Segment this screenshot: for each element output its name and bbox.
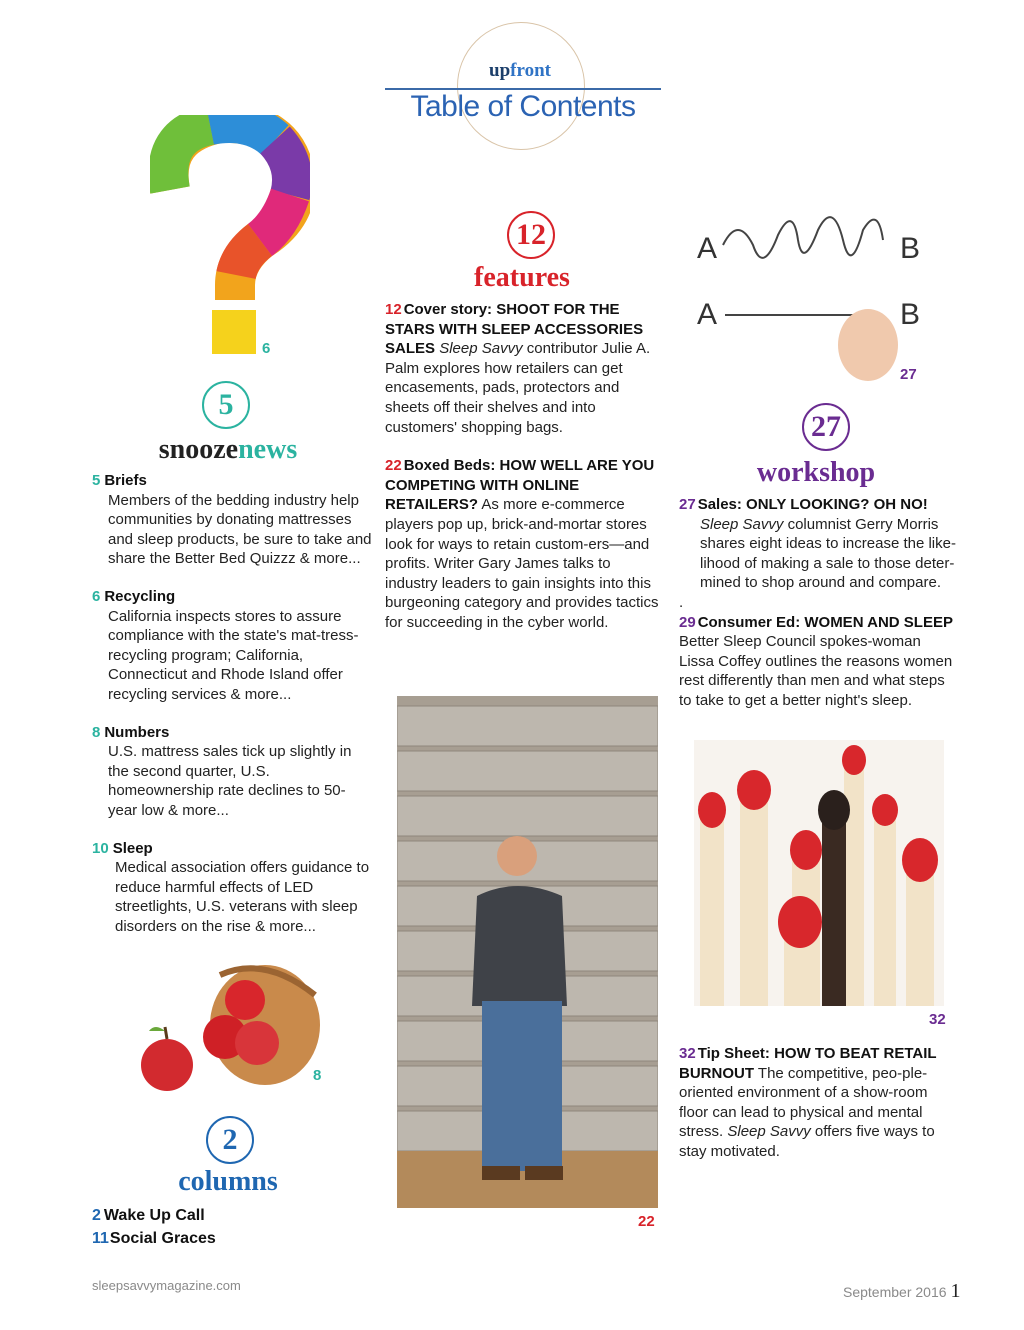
- toc-entry[interactable]: [92, 471, 374, 569]
- entry-page-number: 29: [679, 613, 696, 631]
- section-number-badge: 2: [206, 1116, 254, 1164]
- entry-heading: Tip Sheet: HOW TO BEAT RETAIL BURNOUT: [679, 1045, 937, 1082]
- entry-page-number: 11: [92, 1230, 109, 1247]
- entry-heading: Consumer Ed: WOMEN AND SLEEP: [697, 613, 953, 631]
- columns-list: [92, 1204, 372, 1250]
- entry-description: As more e-commerce players pop up, brick-and-mortar stores look for ways to retain custom-ers—and profits. Writer Gary James talks to industry leaders to gain insights into this burgeoning category and provides tactics for succeeding in the cyber world.: [385, 496, 659, 631]
- entry-description: The competitive, peo-ple-oriented environment of a show-room floor can lead to physical and mental stress.: [679, 1064, 928, 1141]
- section-label: [460, 60, 580, 82]
- puzzle-question-mark-image: [150, 115, 310, 360]
- upfront-up: up: [489, 60, 511, 81]
- entry-heading: Cover story: SHOOT FOR THE STARS WITH SLEEP ACCESSORIES SALES: [385, 301, 644, 358]
- toc-entry[interactable]: [92, 1204, 372, 1227]
- image-page-ref: 8: [313, 1067, 322, 1084]
- entry-page-number: 8: [92, 723, 101, 741]
- entry-page-number: 6: [92, 587, 101, 605]
- upfront-front: front: [510, 60, 551, 81]
- image-page-ref: 22: [638, 1213, 655, 1230]
- page-number: 1: [950, 1280, 961, 1302]
- toc-entry[interactable]: [679, 1044, 957, 1162]
- scribble-a-to-b-image: [693, 195, 928, 385]
- section-title-columns: columns: [178, 1166, 278, 1197]
- entry-emphasis: Sleep Savvy: [727, 1123, 811, 1141]
- entry-heading: Numbers: [104, 723, 170, 741]
- entry-description-end: offers five ways to stay motivated.: [679, 1123, 935, 1160]
- entry-page-number: 27: [679, 496, 696, 513]
- entry-emphasis: Sleep Savvy: [439, 340, 523, 358]
- entry-description: Better Sleep Council spokes-woman Lissa Coffey outlines the reasons women rest differently than men and what steps to take to get a better night's sleep.: [679, 633, 953, 709]
- section-title-snoozenews: [130, 434, 326, 466]
- toc-entry[interactable]: [385, 456, 660, 632]
- title-part-news: news: [238, 434, 298, 465]
- features-list: [385, 300, 660, 633]
- entry-heading: Wake Up Call: [103, 1207, 205, 1224]
- entry-page-number: 5: [92, 472, 101, 489]
- entry-description: contributor Julie A. Palm explores how retailers can get encasements, pads, protectors and sheets off their shelves and into customers' shopping bags.: [385, 340, 651, 436]
- footer-date: September 2016: [843, 1284, 947, 1300]
- footer-website[interactable]: sleepsavvymagazine.com: [92, 1278, 241, 1293]
- entry-heading: Boxed Beds: HOW WELL ARE YOU COMPETING WITH ONLINE RETAILERS?: [385, 457, 655, 514]
- image-page-ref: 32: [929, 1011, 946, 1028]
- toc-entry[interactable]: [385, 300, 660, 437]
- section-title-features: features: [474, 262, 570, 293]
- matches-photo: [694, 740, 944, 1006]
- section-title-workshop: workshop: [756, 457, 876, 488]
- entry-heading: Briefs: [104, 472, 147, 489]
- mattress-warehouse-photo: [397, 696, 658, 1208]
- entry-description: U.S. mattress sales tick up slightly in the second quarter, U.S. homeownership rate declines to 50-year low & more...: [108, 743, 352, 819]
- toc-entry[interactable]: [92, 723, 374, 821]
- toc-entry[interactable]: [92, 839, 374, 937]
- page-title: Table of Contents: [410, 90, 636, 123]
- entry-page-number: 22: [385, 457, 402, 475]
- label-b-top: B: [900, 232, 921, 265]
- title-part-snooze: snooze: [158, 434, 239, 465]
- entry-heading: Sales: ONLY LOOKING? OH NO!: [697, 496, 928, 513]
- label-a-top: A: [697, 232, 718, 265]
- apple-basket-image: [135, 955, 330, 1095]
- entry-page-number: 10: [92, 839, 109, 857]
- footer-date-page: [843, 1280, 961, 1303]
- entry-heading: Social Graces: [109, 1230, 216, 1247]
- entry-page-number: 12: [385, 301, 402, 318]
- section-number-badge: 5: [202, 381, 250, 429]
- image-page-ref: 27: [900, 366, 917, 383]
- section-number-badge: 27: [802, 403, 850, 451]
- label-b-bottom: B: [900, 298, 921, 331]
- workshop-list: [679, 495, 957, 711]
- label-a-bottom: A: [697, 298, 718, 331]
- toc-entry[interactable]: [92, 587, 374, 705]
- toc-entry[interactable]: [679, 613, 957, 711]
- header-circle: [457, 22, 585, 150]
- toc-entry[interactable]: [679, 495, 957, 593]
- separator-dot: .: [679, 593, 684, 611]
- entry-page-number: 32: [679, 1045, 696, 1062]
- tip-sheet-entry: [679, 1044, 957, 1162]
- entry-description: California inspects stores to assure compliance with the state's mat-tress-recycling program; California, Connecticut and Rhode Island offer recycling services & more...: [108, 607, 359, 703]
- image-page-ref: 6: [262, 340, 271, 357]
- section-number-badge: 12: [507, 211, 555, 259]
- entry-page-number: 2: [92, 1207, 101, 1224]
- entry-heading: Sleep: [112, 839, 153, 857]
- entry-heading: Recycling: [104, 587, 176, 605]
- entry-description: Medical association offers guidance to reduce harmful effects of LED streetlights, U.S. veterans with sleep disorders on the rise & more...: [115, 859, 370, 935]
- entry-description: Members of the bedding industry help communities by donating mattresses and sleep products, be sure to take and share the Better Bed Quizzz & more...: [108, 491, 372, 568]
- toc-entry[interactable]: [92, 1227, 372, 1250]
- entry-emphasis: Sleep Savvy: [700, 515, 784, 533]
- snoozenews-list: [92, 471, 374, 936]
- entry-description: columnist Gerry Morris shares eight ideas to increase the like-lihood of making a sale to those deter-mined to shop around and compare.: [700, 515, 956, 592]
